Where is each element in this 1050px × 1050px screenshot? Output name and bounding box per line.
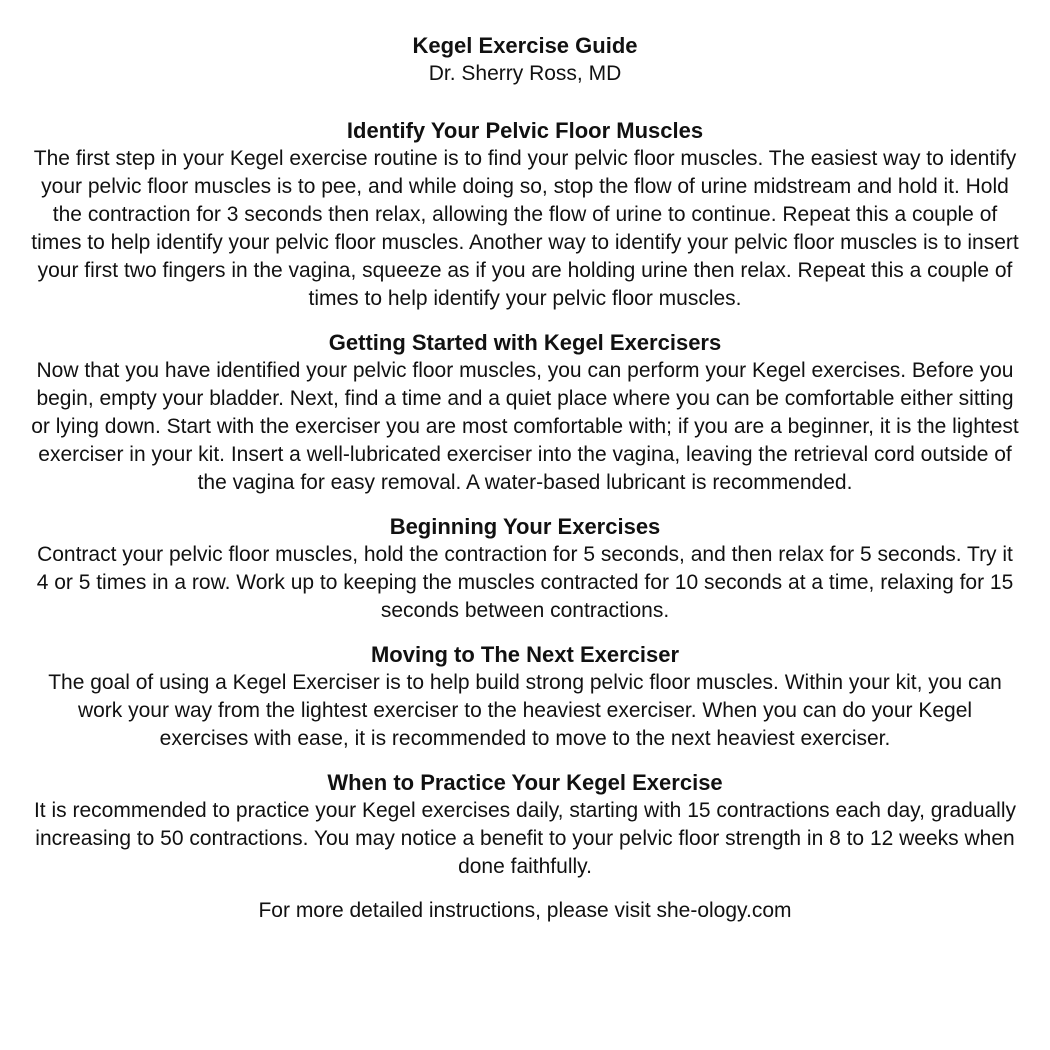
section-next-exerciser: [30, 641, 1020, 753]
section-getting-started: [30, 329, 1020, 497]
section-body-text: The goal of using a Kegel Exerciser is to help build strong pelvic floor muscles. Within your kit, you can work your way from the lightest exerciser to the heaviest exerciser. When you can do your Kegel exercises with ease, it is recommended to move to the next heaviest exerciser.: [48, 671, 1002, 750]
footer-note: For more detailed instructions, please visit she-ology.com: [258, 899, 792, 922]
section-heading: Getting Started with Kegel Exercisers: [328, 330, 722, 355]
document-header: [30, 32, 1020, 88]
section-heading: Moving to The Next Exerciser: [370, 642, 680, 667]
page-title: Kegel Exercise Guide: [412, 33, 638, 58]
section-body-text: It is recommended to practice your Kegel exercises daily, starting with 15 contractions each day, gradually increasing to 50 contractions. You may notice a benefit to your pelvic floor strength in 8 to 12 weeks when done faithfully.: [33, 799, 1017, 878]
section-when-to-practice: [30, 769, 1020, 881]
section-heading: Identify Your Pelvic Floor Muscles: [346, 118, 704, 143]
section-identify-muscles: [30, 117, 1020, 313]
section-beginning-exercises: [30, 513, 1020, 625]
section-heading: When to Practice Your Kegel Exercise: [327, 770, 723, 795]
section-heading: Beginning Your Exercises: [389, 514, 661, 539]
author-byline: Dr. Sherry Ross, MD: [428, 62, 622, 85]
section-body-text: Now that you have identified your pelvic floor muscles, you can perform your Kegel exercises. Before you begin, empty your bladder. Next, find a time and a quiet place where you can be comfortable either sitting or lying down. Start with the exerciser you are most comfortable with; if you are a beginner, it is the lightest exerciser in your kit. Insert a well-lubricated exerciser into the vagina, leaving the retrieval cord outside of the vagina for easy removal. A water-based lubricant is recommended.: [31, 359, 1019, 494]
section-body-text: The first step in your Kegel exercise routine is to find your pelvic floor muscles. The easiest way to identify your pelvic floor muscles is to pee, and while doing so, stop the flow of urine midstream and hold it. Hold the contraction for 3 seconds then relax, allowing the flow of urine to continue. Repeat this a couple of times to help identify your pelvic floor muscles. Another way to identify your pelvic floor muscles is to insert your first two fingers in the vagina, squeeze as if you are holding urine then relax. Repeat this a couple of times to help identify your pelvic floor muscles.: [31, 147, 1019, 310]
section-body-text: Contract your pelvic floor muscles, hold the contraction for 5 seconds, and then relax for 5 seconds. Try it 4 or 5 times in a row. Work up to keeping the muscles contracted for 10 seconds at a time, relaxing for 15 seconds between contractions.: [36, 543, 1014, 622]
